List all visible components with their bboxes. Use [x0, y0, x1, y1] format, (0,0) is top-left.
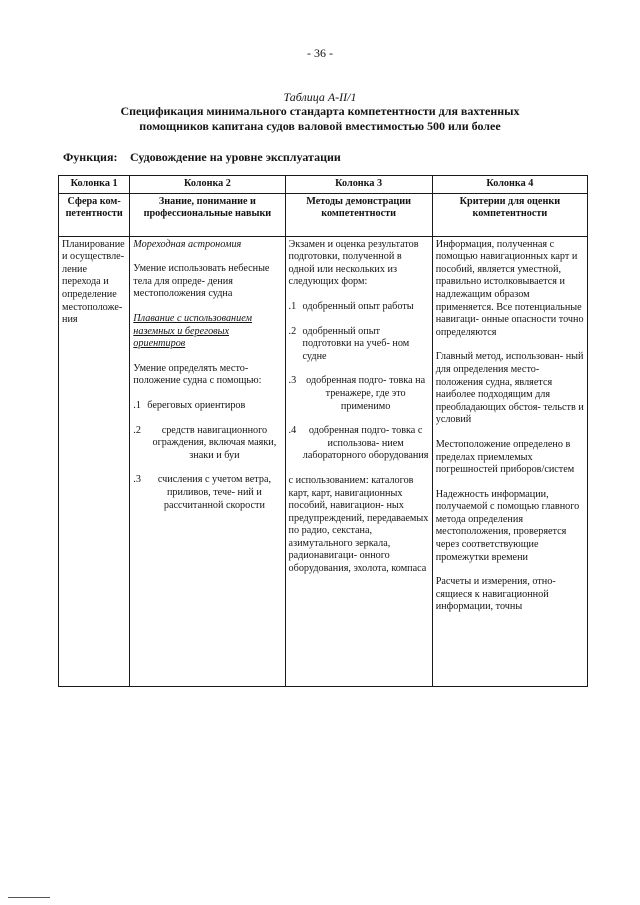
knowledge-item-number: .2 [133, 424, 141, 436]
methods-intro: Экзамен и оценка результатов подготовки, полученной в одной или нескольких из следующих форм: [288, 238, 419, 288]
criteria-paragraph: Главный метод, использован- ный для определения место- положения судна, является наиболее подходящим для преобладающих обстоя- тельств и условий [435, 351, 584, 426]
title-line-2: помощников капитана судов валовой вместимостью 500 или более [139, 119, 501, 133]
knowledge-item-text: средств навигационного ограждения, включая маяки, знаки и буи [152, 424, 277, 461]
method-item-number: .4 [288, 425, 297, 437]
column-header-3: Методы демонстрации компетентности [285, 193, 432, 236]
criteria-paragraph: Информация, полученная с помощью навигационных карт и пособий, является уместной, правильно истолковывается и надлежащим образом применяется. Все потенциальные навигаци- онные опасности точно определяются [435, 238, 584, 338]
method-item [289, 301, 429, 314]
method-item [289, 326, 429, 364]
document-title [60, 104, 580, 134]
column-header-1: Сфера ком- петентности [59, 193, 130, 236]
column-header-4: Критерии для оценки компетентности [432, 193, 587, 236]
methods-outro: с использованием: каталогов карт, карт, навигационных пособий, навигацион- ных предупреждений, передаваемых по радио, секстана, азимутального зеркала, радионавигаци- онного оборудования, эхолота, компаса [288, 474, 429, 575]
page-edge-mark [8, 897, 50, 898]
competence-area-text: Планирование и осуществле- ление перехода и определение местоположе- ния [62, 238, 125, 326]
column-number-row [59, 176, 588, 194]
method-item-text: одобренный опыт подготовки на учеб- ном судне [302, 325, 410, 362]
knowledge-item [133, 474, 281, 512]
knowledge-item [133, 400, 281, 413]
method-item-text: одобренный опыт работы [302, 300, 414, 312]
section-celestial-text: Умение использовать небесные тела для опреде- дения местоположения судна [133, 263, 270, 300]
column-number-4: Колонка 4 [432, 176, 587, 194]
competence-table [58, 175, 588, 687]
function-label: Функция: [63, 150, 118, 164]
demonstration-methods-cell [285, 236, 432, 686]
assessment-criteria-cell [432, 236, 587, 686]
criteria-paragraph: Расчеты и измерения, отно- сящиеся к навигационной информации, точны [435, 576, 556, 613]
title-line-1: Спецификация минимального стандарта компетентности для вахтенных [120, 104, 520, 118]
knowledge-item-number: .3 [133, 474, 141, 486]
section-celestial-title: Мореходная астрономия [133, 238, 242, 250]
method-item-number: .1 [288, 300, 297, 312]
method-item-number: .3 [288, 375, 297, 387]
table-caption: Таблица А-II/1 [283, 90, 357, 104]
competence-area-cell [59, 236, 130, 686]
criteria-paragraph: Местоположение определено в пределах приемлемых погрешностей приборов/систем [435, 438, 575, 476]
knowledge-cell [130, 236, 285, 686]
method-item [289, 375, 429, 413]
content-row [59, 236, 588, 686]
section-landmarks-text: Умение определять место- положение судна с помощью: [133, 362, 262, 387]
function-value: Судовождение на уровне эксплуатации [130, 150, 341, 164]
method-item-text: одобренная подго- товка с использова- нием лабораторного оборудования [302, 425, 429, 462]
page-number: - 36 - [307, 46, 333, 60]
column-number-1: Колонка 1 [59, 176, 130, 194]
knowledge-item-text: береговых ориентиров [147, 399, 246, 411]
knowledge-item-number: .1 [133, 399, 141, 411]
knowledge-item [133, 425, 281, 463]
method-item-number: .2 [288, 325, 297, 337]
column-header-row [59, 193, 588, 236]
column-number-3: Колонка 3 [285, 176, 432, 194]
criteria-paragraph: Надежность информации, получаемой с помощью главного метода определения местоположения, проверяется через соответствующие промежутки времени [435, 488, 580, 563]
column-header-2: Знание, понимание и профессиональные навыки [130, 193, 285, 236]
knowledge-item-text: счисления с учетом ветра, приливов, тече- ний и рассчитанной скорости [157, 474, 272, 511]
column-number-2: Колонка 2 [130, 176, 285, 194]
method-item-text: одобренная подго- товка на тренажере, где это применимо [306, 375, 426, 412]
method-item [289, 425, 429, 463]
section-landmarks-title: Плавание с использованием наземных и береговых ориентиров [133, 312, 252, 350]
